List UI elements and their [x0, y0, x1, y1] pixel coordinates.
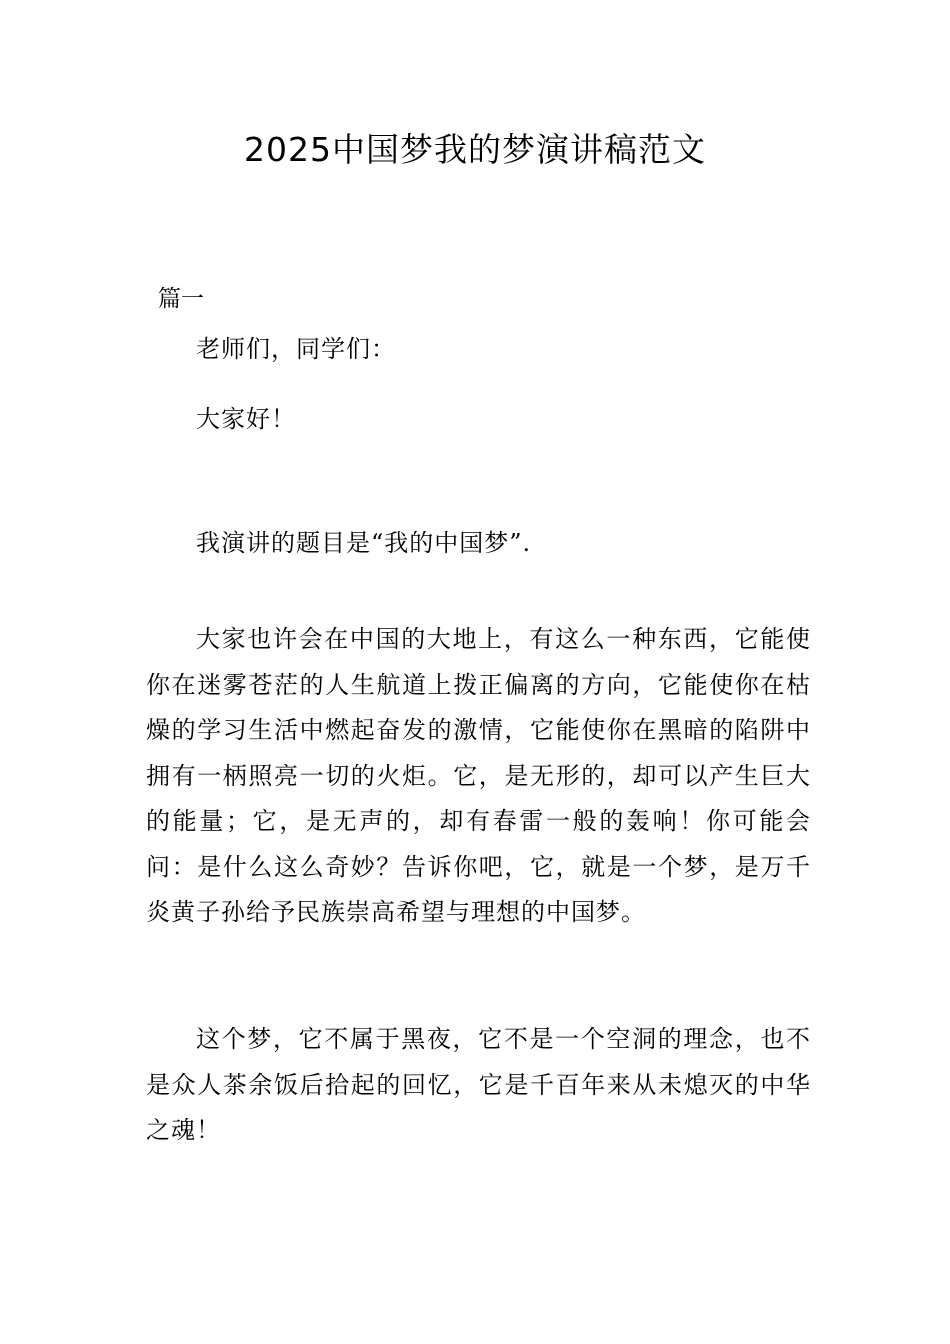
paragraph-hello: 大家好！ — [196, 405, 296, 433]
paragraph-greeting: 老师们，同学们： — [196, 335, 396, 363]
paragraph-body-1: 大家也许会在中国的大地上，有这么一种东西，它能使你在迷雾苍茫的人生航道上拨正偏离的方向，它能使你在枯燥的学习生活中燃起奋发的激情，它能使你在黑暗的陷阱中拥有一柄照亮一切的火炬。它，是无形的，却可以产生巨大的能量；它，是无声的，却有春雷一般的轰响！你可能会问：是什么这么奇妙？告诉你吧，它，就是一个梦，是万千炎黄子孙给予民族崇高希望与理想的中国梦。 — [146, 625, 811, 926]
section-label: 篇一 — [158, 286, 204, 312]
document-title: 2025中国梦我的梦演讲稿范文 — [244, 130, 706, 169]
paragraph-body-2: 这个梦，它不属于黑夜，它不是一个空洞的理念，也不是众人茶余饭后拾起的回忆，它是千百年来从未熄灭的中华之魂！ — [146, 1025, 811, 1144]
paragraph-topic: 我演讲的题目是“我的中国梦”. — [196, 529, 532, 557]
